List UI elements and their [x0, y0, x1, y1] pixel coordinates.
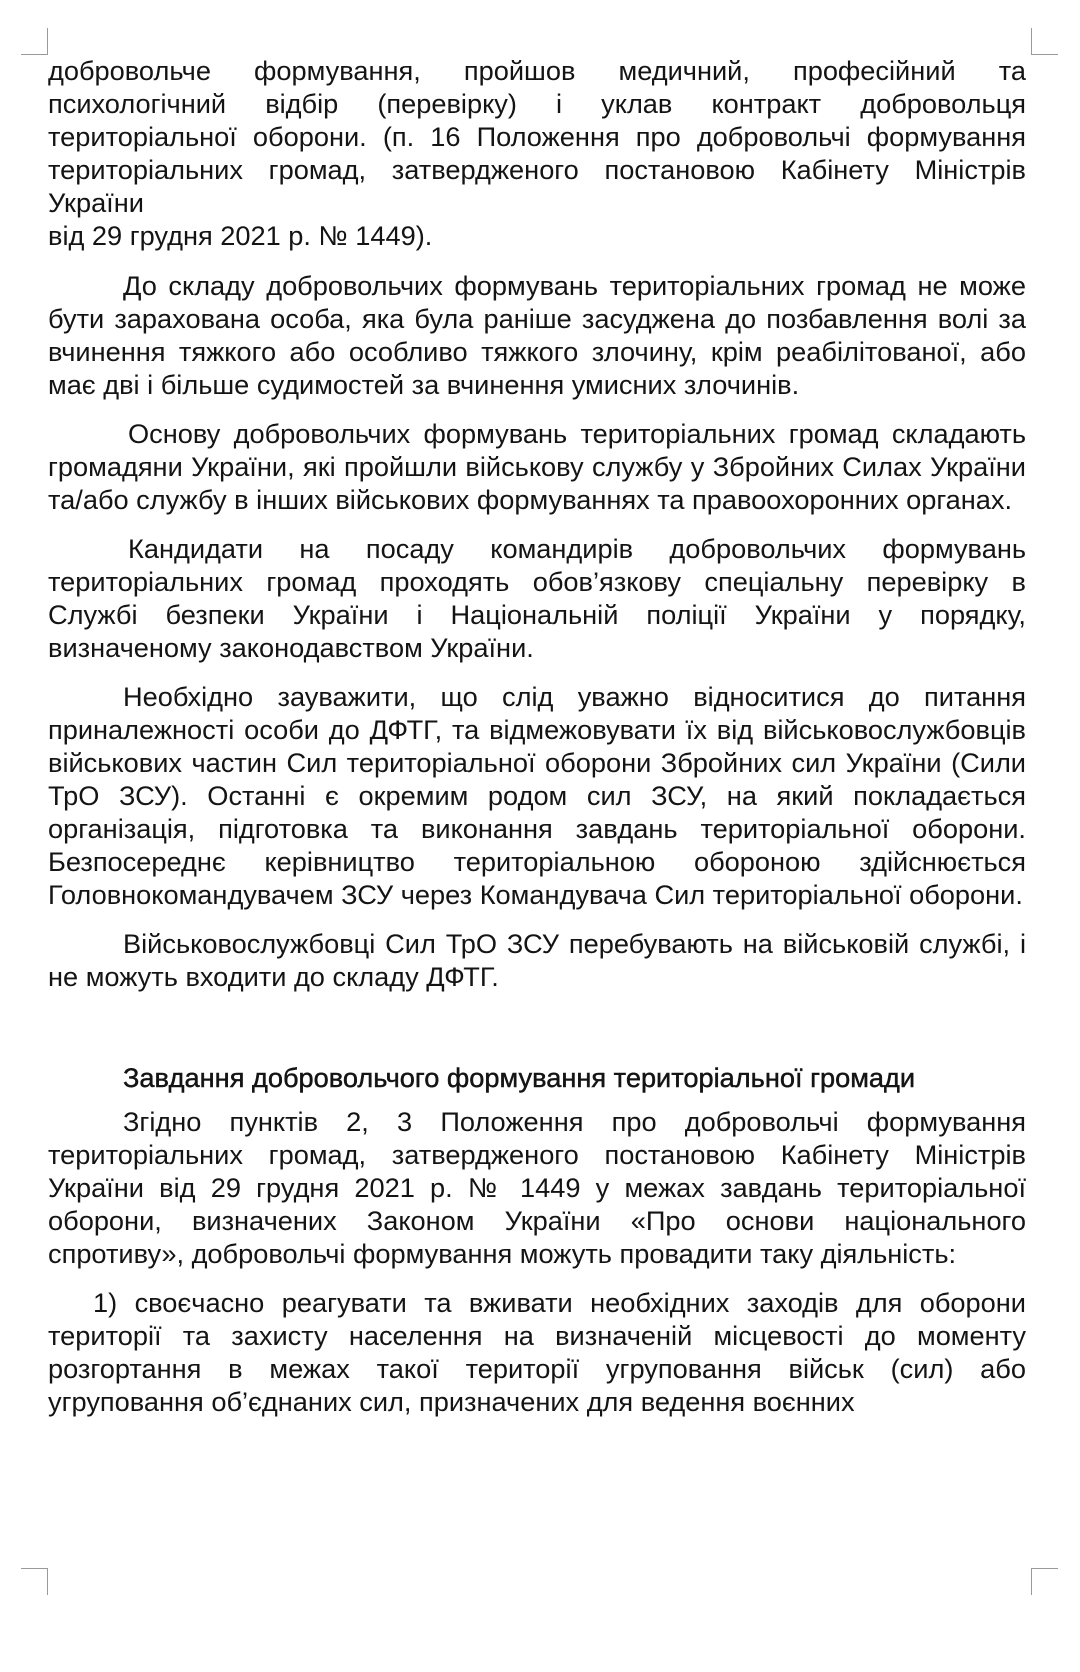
- paragraph-continuation: [48, 54, 1026, 252]
- paragraph-tasks-intro: Згідно пунктів 2, 3 Положення про добровольчі формування територіальних громад, затвердженого постановою Кабінету Міністрів України від 29 грудня 2021 р. № 1449 у межах завдань територіальної оборони, визначених Законом України «Про основи національного спротиву», добровольчі формування можуть провадити таку діяльність:: [48, 1106, 1026, 1269]
- paragraph-basis: Основу добровольчих формувань територіальних громад складають громадяни України, які пройшли військову службу у Збройних Силах України та/або службу в інших військових формуваннях та правоохоронних органах.: [48, 418, 1026, 515]
- paragraph-line: від 29 грудня 2021 р. № 1449).: [48, 220, 433, 251]
- crop-mark-bottom-left: [21, 1568, 48, 1595]
- paragraph-commanders: Кандидати на посаду командирів добровольчих формувань територіальних громад проходять обов’язкову спеціальну перевірку в Службі безпеки України і Національній поліції України у порядку, визначеному законодавством України.: [48, 533, 1026, 663]
- crop-mark-top-right: [1031, 28, 1058, 55]
- paragraph-eligibility: До складу добровольчих формувань територіальних громад не може бути зарахована особа, яка була раніше засуджена до позбавлення волі за вчинення тяжкого або особливо тяжкого злочину, крім реабілітованої, або має дві і більше судимостей за вчинення умисних злочинів.: [48, 270, 1026, 400]
- section-heading: Завдання добровольчого формування територіальної громади: [123, 1062, 916, 1093]
- crop-mark-bottom-right: [1031, 1568, 1058, 1595]
- crop-mark-top-left: [21, 28, 48, 55]
- list-item: 1) своєчасно реагувати та вживати необхідних заходів для оборони території та захисту населення на визначеній місцевості до моменту розгортання в межах такої території угруповання військ (сил) або угруповання об’єднаних сил, призначених для ведення воєнних: [48, 1287, 1026, 1417]
- section-spacer: [48, 1009, 1026, 1061]
- paragraph-line: добровольче формування, пройшов медичний, професійний та психологічний відбір (перевірку) і уклав контракт добровольця територіальної оборони. (п. 16 Положення про добровольчі формування територіальних громад, затвердженого постановою Кабінету Міністрів України: [48, 55, 1026, 218]
- paragraph-distinction: Необхідно зауважити, що слід уважно відноситися до питання приналежності особи до ДФТГ, та відмежовувати їх від військовослужбовців військових частин Сил територіальної оборони Збройних сил України (Сили ТрО ЗСУ). Останні є окремим родом сил ЗСУ, на який покладається організація, підготовка та виконання завдань територіальної оборони. Безпосереднє керівництво територіальною обороною здійснюється Головнокомандувачем ЗСУ через Командувача Сил територіальної оборони.: [48, 681, 1026, 910]
- document-body: [48, 54, 1026, 1418]
- paragraph-servicemen: Військовослужбовці Сил ТрО ЗСУ перебувають на військовій службі, і не можуть входити до складу ДФТГ.: [48, 928, 1026, 992]
